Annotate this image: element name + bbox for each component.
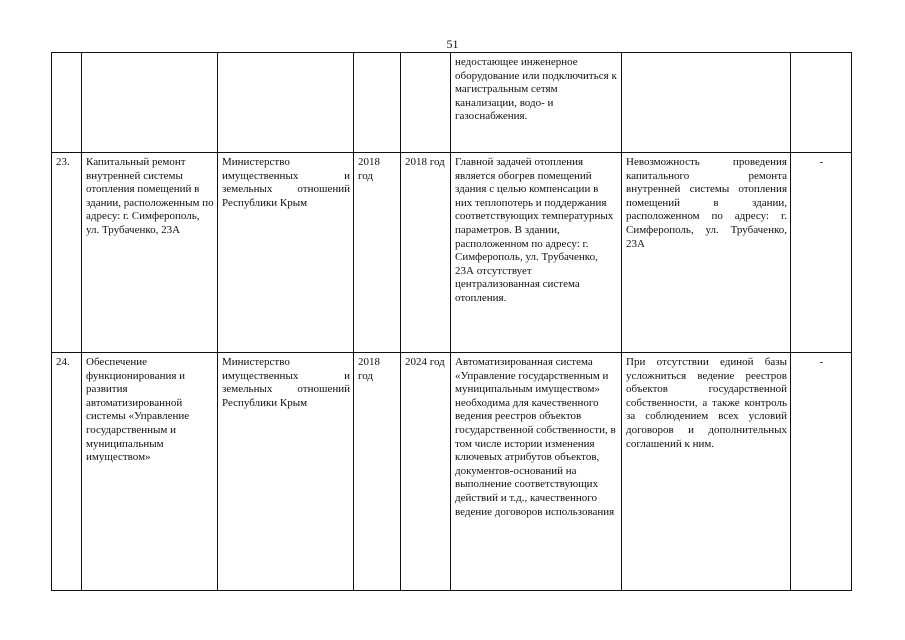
end-year-cell: 2024 год <box>401 353 451 591</box>
measure-name-cell: Обеспечение функционирования и развития автоматизированной системы «Управление государственным и муниципальным имуществом» <box>82 353 218 591</box>
note-cell: - <box>791 353 852 591</box>
rationale-cell: Автоматизированная система «Управление государственным и муниципальным имуществом» необходима для качественного ведения реестров объектов государственной собственности, в том числе истории изменения ключевых атрибутов объектов, документов-оснований на выполнение соответствующих действий и т.д., качественного ведение договоров использования <box>451 353 622 591</box>
note-cell: - <box>791 153 852 353</box>
row-number-cell: 24. <box>52 353 82 591</box>
rationale-cell: недостающее инженерное оборудование или подключиться к магистральным сетям канализации, водо- и газоснабжения. <box>451 53 622 153</box>
row-number-cell: 23. <box>52 153 82 353</box>
consequences-cell <box>622 53 791 153</box>
measure-name-cell <box>82 53 218 153</box>
end-year-cell <box>401 53 451 153</box>
executor-cell: Министерство имущественных и земельных отношений Республики Крым <box>218 153 354 353</box>
consequences-cell: Невозможность проведения капитального ремонта внутренней системы отопления помещений в здании, расположенном по адресу: г. Симферополь, ул. Трубаченко, 23А <box>622 153 791 353</box>
end-year-cell: 2018 год <box>401 153 451 353</box>
consequences-cell: При отсутствии единой базы усложниться ведение реестров объектов государственной собственности, а также контроль за соблюдением всех условий договоров и дополнительных соглашений к ним. <box>622 353 791 591</box>
table-row <box>52 153 852 353</box>
note-cell <box>791 53 852 153</box>
executor-cell <box>218 53 354 153</box>
page-number: 51 <box>446 37 459 51</box>
start-year-cell: 2018 год <box>354 153 401 353</box>
start-year-cell: 2018 год <box>354 353 401 591</box>
start-year-cell <box>354 53 401 153</box>
row-number-cell <box>52 53 82 153</box>
table-row <box>52 353 852 591</box>
measure-name-cell: Капитальный ремонт внутренней системы отопления помещений в здании, расположенным по адресу: г. Симферополь, ул. Трубаченко, 23А <box>82 153 218 353</box>
executor-cell: Министерство имущественных и земельных отношений Республики Крым <box>218 353 354 591</box>
measures-table <box>51 52 852 591</box>
rationale-cell: Главной задачей отопления является обогрев помещений здания с целью компенсации в них теплопотерь и поддержания соответствующих температурных параметров. В здании, расположенном по адресу: г. Симферополь, ул. Трубаченко, 23А отсутствует централизованная система отопления. <box>451 153 622 353</box>
table-row <box>52 53 852 153</box>
